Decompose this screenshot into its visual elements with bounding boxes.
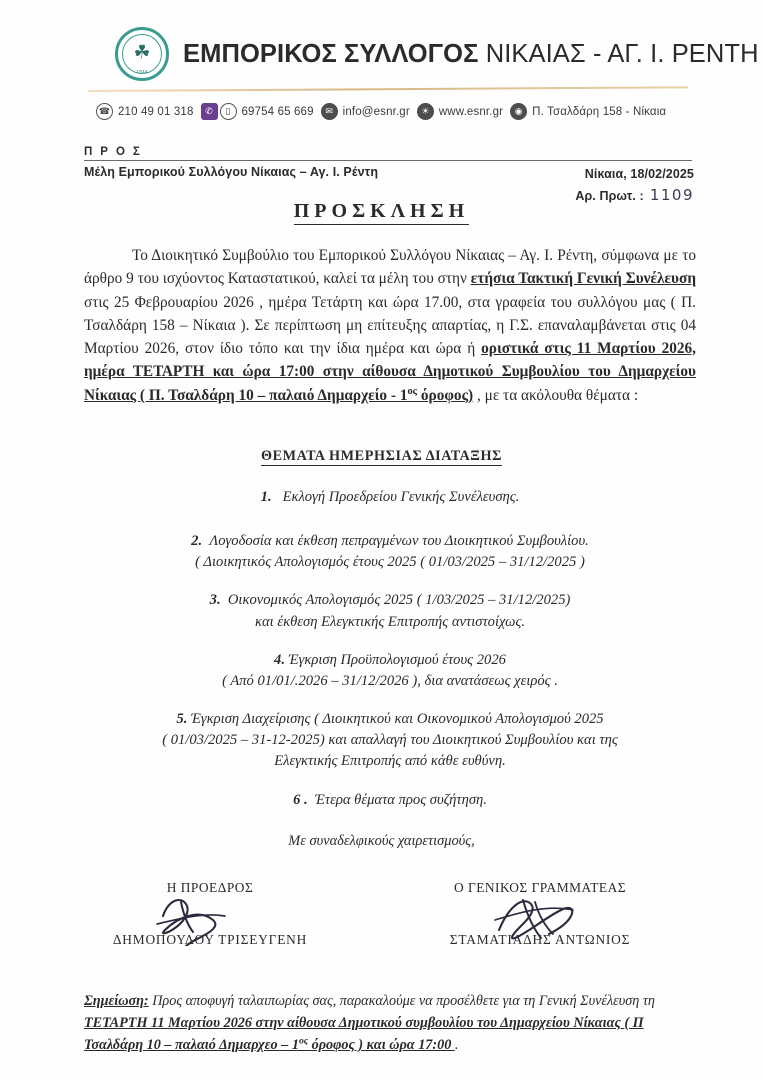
agenda-item-6 — [84, 790, 696, 811]
agenda-item-3-number: 3. — [209, 592, 221, 609]
organization-name-bold: ΕΜΠΟΡΙΚΟΣ ΣΥΛΛΟΓΟΣ — [183, 39, 479, 68]
document-title — [0, 200, 763, 223]
emblem-hermes-icon: ☘ — [133, 42, 151, 64]
signature-president-name: ΔΗΜΟΠΟΥΛΟΥ ΤΡΙΣΕΥΓΕΝΗ — [112, 932, 308, 947]
letterhead — [0, 0, 763, 136]
contact-email-value[interactable]: info@esnr.gr — [342, 105, 410, 118]
body-part-1: Το Διοικητικό Συμβούλιο του Εμπορικού Συλλόγου Νίκαιας – Αγ. Ι. Ρέντη, σύμφωνα με το άρθρο 9 του ισχύοντος Καταστατικού, καλεί τα μέλη του στην — [84, 247, 696, 288]
organization-name — [183, 40, 759, 69]
addressing-block — [84, 146, 694, 206]
location-pin-icon: ◉ — [510, 103, 527, 120]
agenda-item-4-line-1-wrap — [84, 650, 696, 671]
document-title-text: ΠΡΟΣΚΛΗΣΗ — [294, 200, 470, 225]
signature-president — [60, 880, 360, 948]
floor-ordinal-suffix: ος — [407, 385, 418, 397]
agenda-item-1 — [84, 487, 696, 508]
contact-phone — [96, 103, 194, 120]
agenda-item-6-line-1: Έτερα θέματα προς συζήτηση. — [314, 791, 487, 808]
closing-salutation: Με συναδελφικούς χαιρετισμούς, — [288, 833, 475, 849]
agenda-item-1-number: 1. — [260, 489, 272, 505]
contact-website-value[interactable]: www.esnr.gr — [438, 105, 504, 118]
protocol-number: 1109 — [649, 185, 694, 204]
emblem-year: 1934 — [136, 69, 148, 74]
footer-note-text-a: Προς αποφυγή ταλαιπωρίας σας, παρακαλούμε να προσέλθετε για τη Γενική Συνέλευση τη — [148, 993, 655, 1009]
footer-floor-ordinal-suffix: ος — [298, 1035, 309, 1047]
agenda-item-4-line-1: Έγκριση Προϋπολογισμού έτους 2026 — [288, 651, 506, 668]
agenda-item-3-line-1: Οικονομικός Απολογισμός 2025 ( 1/03/2025 – 31/12/2025) — [227, 592, 571, 609]
agenda-item-3-line-2: και έκθεση Ελεγκτικής Επιτροπής αντιστοίχως. — [254, 613, 526, 630]
agenda-item-3-line-1-wrap — [84, 590, 696, 611]
envelope-icon: ✉ — [321, 103, 338, 120]
signature-secretary-mark-area — [390, 896, 690, 932]
footer-note-text-b: . — [454, 1037, 459, 1053]
contact-mobile-value: 69754 65 669 — [241, 105, 314, 118]
signature-president-mark-area — [60, 896, 360, 932]
footer-note-emphasis-main: ΤΕΤΑΡΤΗ 11 Μαρτίου 2026 στην αίθουσα Δημοτικού συμβουλίου του Δημαρχείου Νίκαιας ( Π Τσαλδάρη 10 – παλαιό Δημαρχεο – 1 — [84, 1015, 644, 1053]
agenda-item-2-line-2: ( Διοικητικός Απολογισμός έτους 2025 ( 01/03/2025 – 31/12/2025 ) — [195, 554, 585, 571]
organization-name-light: ΝΙΚΑΙΑΣ - ΑΓ. Ι. ΡΕΝΤΗ — [485, 39, 759, 68]
contact-address-value: Π. Τσαλδάρη 158 - Νίκαια — [532, 105, 667, 118]
contact-mobile — [201, 103, 314, 120]
agenda-heading-text: ΘΕΜΑΤΑ ΗΜΕΡΗΣΙΑΣ ΔΙΑΤΑΞΗΣ — [260, 448, 503, 464]
agenda-item-4-number: 4. — [274, 651, 285, 668]
signature-secretary — [390, 880, 690, 948]
agenda-list — [84, 487, 696, 828]
agenda-item-5-line-1-wrap — [84, 709, 696, 730]
addressing-divider — [84, 160, 692, 161]
contact-website[interactable] — [417, 103, 503, 120]
agenda-item-5-line-1: Έγκριση Διαχείρισης ( Διοικητικού και Οικονομικού Απολογισμού 2025 — [191, 711, 604, 728]
agenda-item-2-number: 2. — [191, 533, 203, 550]
body-part-3: , με τα ακόλουθα θέματα : — [473, 386, 639, 404]
agenda-item-2-line-1-wrap — [84, 531, 696, 552]
signature-block — [60, 880, 700, 955]
agenda-item-5-line-3: Ελεγκτικής Επιτροπής από κάθε ευθύνη. — [274, 753, 506, 770]
agenda-item-1-line-1: Εκλογή Προεδρείου Γενικής Συνέλευσης. — [282, 489, 520, 505]
globe-icon: ☀ — [417, 103, 434, 120]
body-part-2: στις 25 Φεβρουαρίου 2026 , ημέρα Τετάρτη και ώρα 17.00, στα γραφεία του συλλόγου μας ( Π. Τσαλδάρη 158 – Νίκαια ). Σε περίπτωση μη επίτευξης απαρτίας, η Γ.Σ. επαναλαμβάνεται στις 04 Μαρτίου 2026, στον ίδιο τόπο και την ίδια ημέρα και ώρα ή — [84, 293, 696, 357]
footer-note-emphasis — [84, 1015, 644, 1053]
agenda-item-5 — [84, 709, 696, 772]
phone-icon: ☎ — [96, 103, 113, 120]
contact-bar — [96, 103, 666, 120]
protocol-label: Αρ. Πρωτ. : — [575, 188, 644, 203]
agenda-heading — [0, 448, 763, 465]
agenda-item-4 — [84, 650, 696, 692]
body-underlined-final-date-end: όροφος) — [417, 386, 474, 404]
contact-email[interactable] — [321, 103, 410, 120]
footer-note-label: Σημείωση: — [84, 993, 149, 1009]
contact-address — [510, 103, 666, 120]
agenda-item-2 — [84, 531, 696, 573]
footer-note — [84, 990, 684, 1056]
mobile-icon: ▯ — [220, 103, 237, 120]
footer-note-emphasis-end: όροφος ) και ώρα 17:00 — [308, 1037, 455, 1053]
viber-icon: ✆ — [201, 103, 218, 120]
agenda-item-3 — [84, 590, 696, 632]
mobile-icon-pair — [201, 103, 237, 120]
merchant-association-emblem-icon — [115, 27, 169, 81]
body-bold-annual-assembly: ετήσια Τακτική Γενική Συνέλευση — [470, 270, 697, 288]
agenda-item-4-line-2: ( Από 01/01/.2026 – 31/12/2026 ), δια ανατάσεως χειρός . — [222, 672, 558, 689]
agenda-item-6-number: 6 . — [293, 791, 308, 808]
letterhead-divider — [88, 86, 688, 92]
contact-phone-value: 210 49 01 318 — [118, 105, 194, 118]
signature-president-role: Η ΠΡΟΕΔΡΟΣ — [166, 880, 254, 895]
pros-label: Π Ρ Ο Σ — [84, 146, 143, 158]
letterhead-title-row — [115, 27, 759, 81]
agenda-item-5-number: 5. — [176, 711, 188, 728]
agenda-item-5-line-2: ( 01/03/2025 – 31-12-2025) και απαλλαγή του Διοικητικού Συμβουλίου και της — [162, 732, 618, 749]
body-paragraph — [84, 244, 696, 407]
agenda-item-2-line-1: Λογοδοσία και έκθεση πεπραγμένων του Διοικητικού Συμβουλίου. — [209, 533, 589, 550]
body-underlined-final-date-main: οριστικά στις 11 Μαρτίου 2026, ημέρα ΤΕΤΑΡΤΗ και ώρα 17:00 στην αίθουσα Δημοτικού Συμβουλίου του Δημαρχείου Νίκαιας ( Π. Τσαλδάρη 10 – παλαιό Δημαρχείο - 1 — [84, 340, 697, 404]
signature-secretary-name: ΣΤΑΜΑΤΙΑΔΗΣ ΑΝΤΩΝΙΟΣ — [449, 932, 631, 947]
place-date: Νίκαια, 18/02/2025 — [584, 167, 694, 181]
signature-secretary-role: Ο ΓΕΝΙΚΟΣ ΓΡΑΜΜΑΤΕΑΣ — [453, 880, 627, 895]
recipient: Μέλη Εμπορικού Συλλόγου Νίκαιας – Αγ. Ι. Ρέντη — [84, 165, 379, 179]
